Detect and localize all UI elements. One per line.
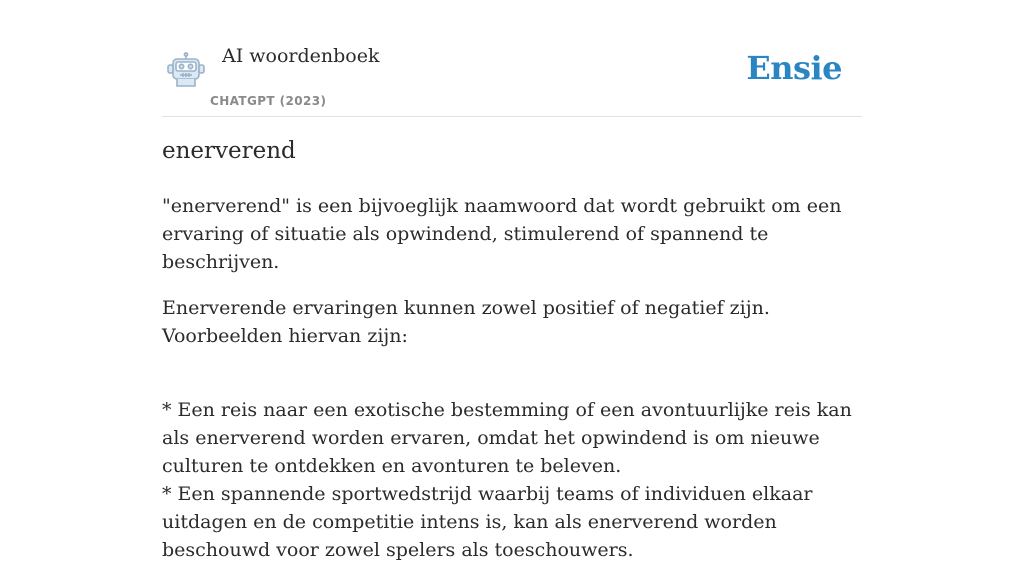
entry-paragraph: Enerverende ervaringen kunnen zowel positief of negatief zijn. Voorbeelden hiervan zijn: [162,297,770,347]
entry-body [162,192,862,582]
entry-headword: enerverend [162,138,296,164]
entry-example-list: * Een reis naar een exotische bestemming of een avontuurlijke reis kan als enerverend worden ervaren, omdat het opwindend is om nieuwe culturen te ontdekken en avonturen te beleven. * Een spannende sportwedstrijd waarbij teams of individuen elkaar uitdagen en de competitie intens is, kan als enerverend worden beschouwd voor zowel spelers als toeschouwers. [162,399,852,561]
page-container [162,0,862,561]
source-header [162,0,862,117]
entry-paragraph: "enerverend" is een bijvoeglijk naamwoord dat wordt gebruikt om een ervaring of situatie als opwindend, stimulerend of spannend te beschrijven. [162,195,842,273]
source-title[interactable]: AI woordenboek [222,45,380,67]
brand-logo[interactable]: Ensie [746,49,842,87]
source-subtitle: CHATGPT (2023) [210,94,327,108]
robot-icon [166,52,206,88]
